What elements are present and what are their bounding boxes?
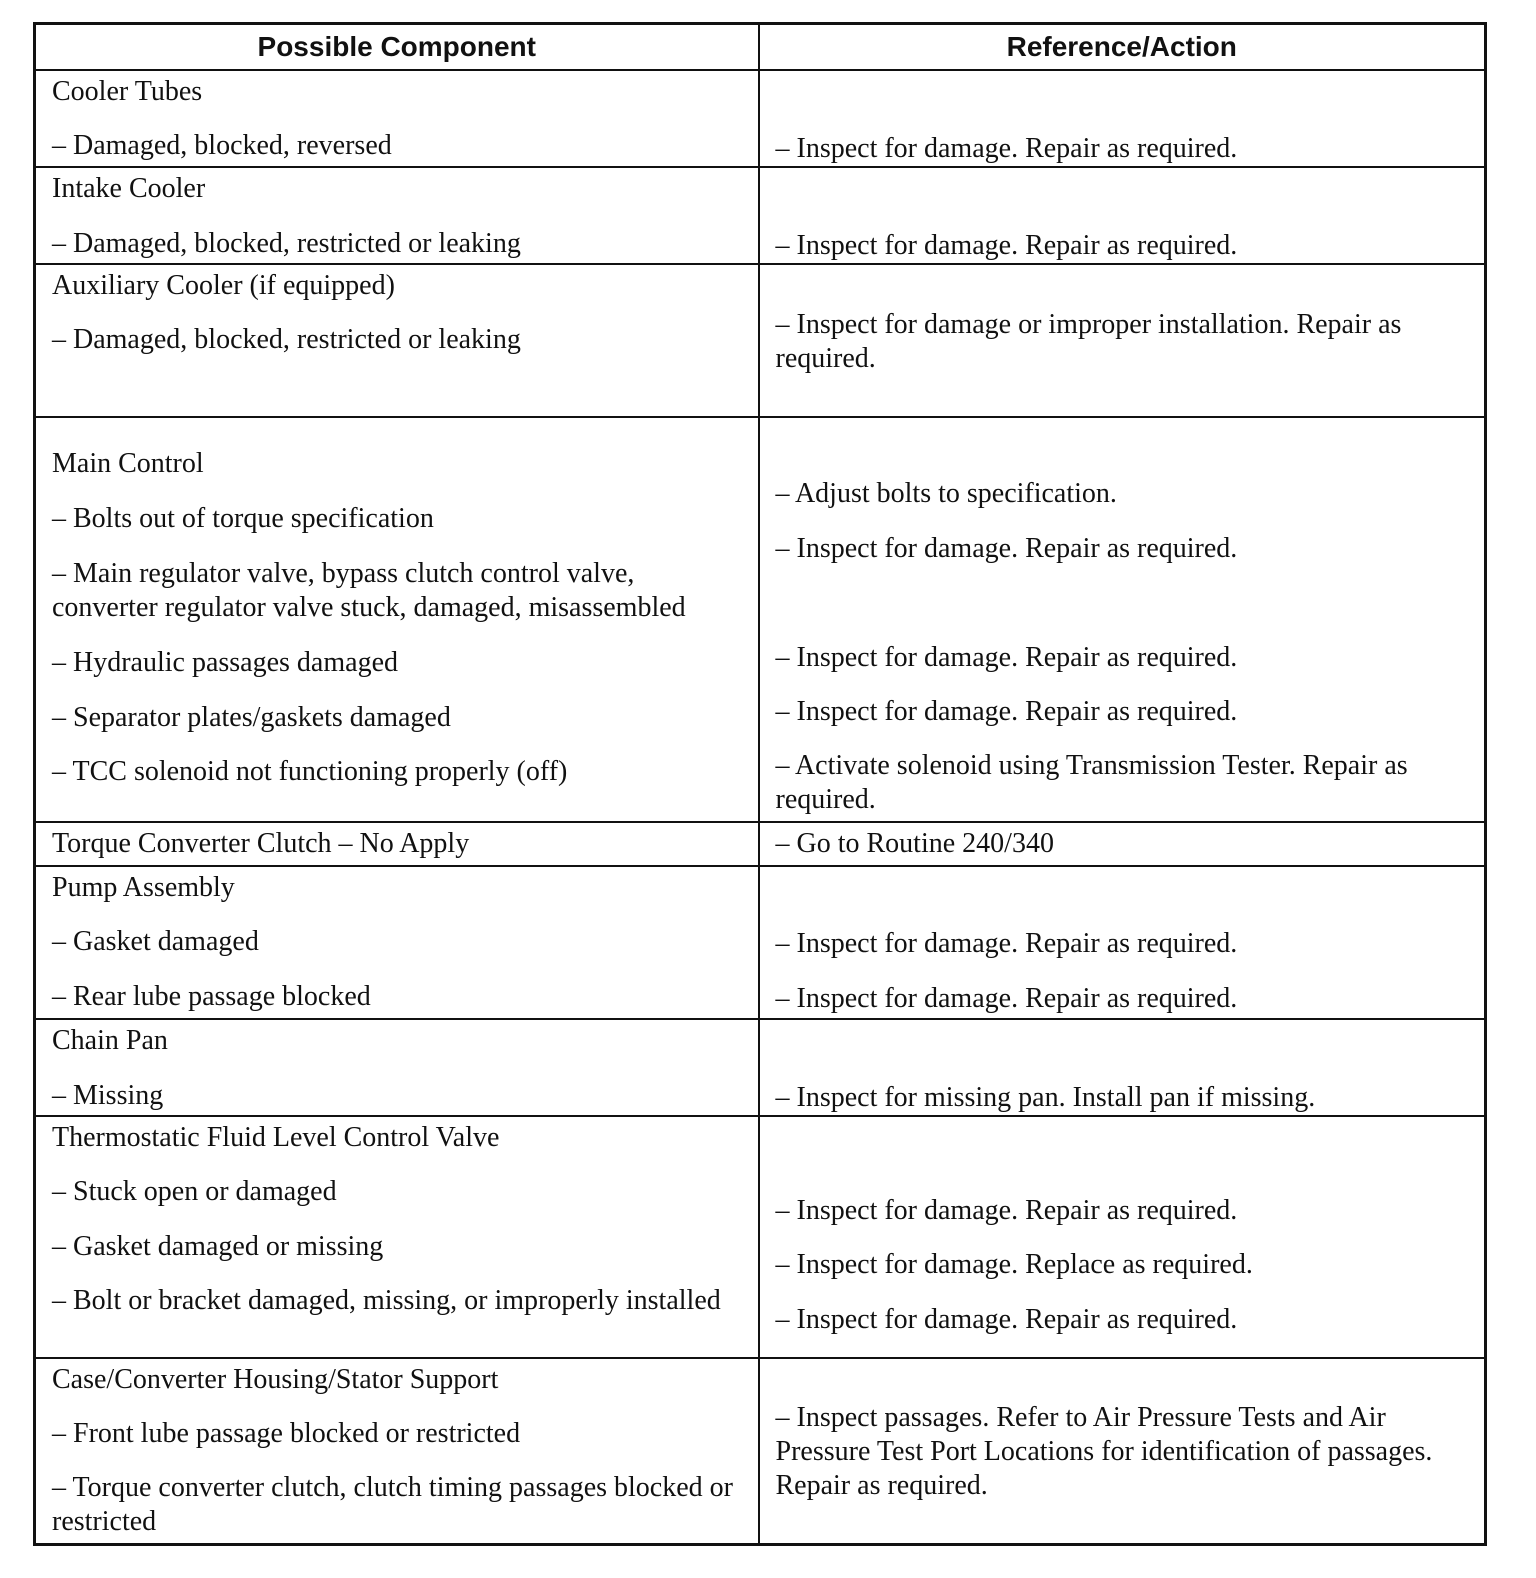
cause-item: – Bolts out of torque specification — [52, 503, 434, 534]
component-title: Pump Assembly — [52, 872, 235, 903]
component-cell — [35, 1358, 759, 1544]
component-cell — [35, 822, 759, 866]
cause-item: – Damaged, blocked, restricted or leaking — [52, 324, 521, 355]
component-title: Intake Cooler — [52, 173, 206, 204]
action-cell — [759, 1116, 1486, 1358]
table-row — [35, 866, 1486, 1019]
component-cell — [35, 866, 759, 1019]
diagnostic-table — [33, 22, 1487, 1546]
table-row — [35, 264, 1486, 417]
component-title: Thermostatic Fluid Level Control Valve — [52, 1122, 500, 1153]
action-item: – Inspect passages. Refer to Air Pressure Tests and Air Pressure Test Port Locations for identification of passages. Repair as required. — [775, 1402, 1433, 1501]
table-row — [35, 822, 1486, 866]
cause-item: – Separator plates/gaskets damaged — [52, 702, 451, 733]
action-item: – Inspect for damage. Repair as required. — [775, 1304, 1238, 1335]
table-row — [35, 167, 1486, 264]
action-item: – Go to Routine 240/340 — [775, 828, 1054, 859]
header-row — [35, 24, 1486, 71]
table-row — [35, 1019, 1486, 1116]
header-action: Reference/Action — [759, 24, 1486, 71]
component-title: Cooler Tubes — [52, 76, 203, 107]
action-item: – Inspect for damage. Repair as required. — [775, 696, 1238, 727]
cause-item: – Torque converter clutch, clutch timing passages blocked or restricted — [52, 1472, 733, 1537]
component-title: Torque Converter Clutch – No Apply — [52, 828, 470, 859]
action-cell — [759, 822, 1486, 866]
component-cell — [35, 1019, 759, 1116]
action-cell — [759, 167, 1486, 264]
action-cell — [759, 1019, 1486, 1116]
action-cell — [759, 417, 1486, 822]
table-row — [35, 1116, 1486, 1358]
action-item: – Inspect for damage. Repair as required. — [775, 533, 1238, 564]
cause-item: – Main regulator valve, bypass clutch control valve, converter regulator valve stuck, damaged, misassembled — [52, 558, 686, 623]
component-cell — [35, 417, 759, 822]
action-cell — [759, 264, 1486, 417]
cause-item: – Gasket damaged — [52, 926, 259, 957]
component-title: Main Control — [52, 448, 204, 479]
table-row — [35, 70, 1486, 167]
cause-item: – Damaged, blocked, reversed — [52, 130, 392, 161]
component-title: Chain Pan — [52, 1025, 168, 1056]
action-item: – Inspect for damage or improper installation. Repair as required. — [775, 309, 1402, 374]
component-title: Auxiliary Cooler (if equipped) — [52, 270, 395, 301]
action-item: – Inspect for missing pan. Install pan if missing. — [775, 1082, 1316, 1113]
component-cell — [35, 1116, 759, 1358]
action-item: – Inspect for damage. Repair as required. — [775, 642, 1238, 673]
component-title: Case/Converter Housing/Stator Support — [52, 1364, 499, 1395]
header-component: Possible Component — [35, 24, 759, 71]
cause-item: – Hydraulic passages damaged — [52, 647, 398, 678]
action-item: – Inspect for damage. Repair as required. — [775, 1195, 1238, 1226]
action-item: – Inspect for damage. Replace as required. — [775, 1249, 1253, 1280]
action-cell — [759, 70, 1486, 167]
cause-item: – Front lube passage blocked or restricted — [52, 1418, 521, 1449]
cause-item: – TCC solenoid not functioning properly (off) — [52, 756, 568, 787]
cause-item: – Gasket damaged or missing — [52, 1231, 384, 1262]
cause-item: – Bolt or bracket damaged, missing, or improperly installed — [52, 1285, 721, 1316]
component-cell — [35, 167, 759, 264]
action-item: – Inspect for damage. Repair as required. — [775, 928, 1238, 959]
action-item: – Activate solenoid using Transmission Tester. Repair as required. — [775, 750, 1408, 815]
cause-item: – Stuck open or damaged — [52, 1176, 337, 1207]
action-item: – Inspect for damage. Repair as required. — [775, 133, 1238, 164]
action-cell — [759, 1358, 1486, 1544]
cause-item: – Missing — [52, 1080, 164, 1111]
action-item: – Inspect for damage. Repair as required. — [775, 983, 1238, 1014]
cause-item: – Damaged, blocked, restricted or leaking — [52, 228, 521, 259]
table-row — [35, 1358, 1486, 1544]
cause-item: – Rear lube passage blocked — [52, 981, 371, 1012]
action-item: – Adjust bolts to specification. — [775, 478, 1117, 509]
action-item: – Inspect for damage. Repair as required. — [775, 230, 1238, 261]
component-cell — [35, 264, 759, 417]
action-cell — [759, 866, 1486, 1019]
table-row — [35, 417, 1486, 822]
component-cell — [35, 70, 759, 167]
